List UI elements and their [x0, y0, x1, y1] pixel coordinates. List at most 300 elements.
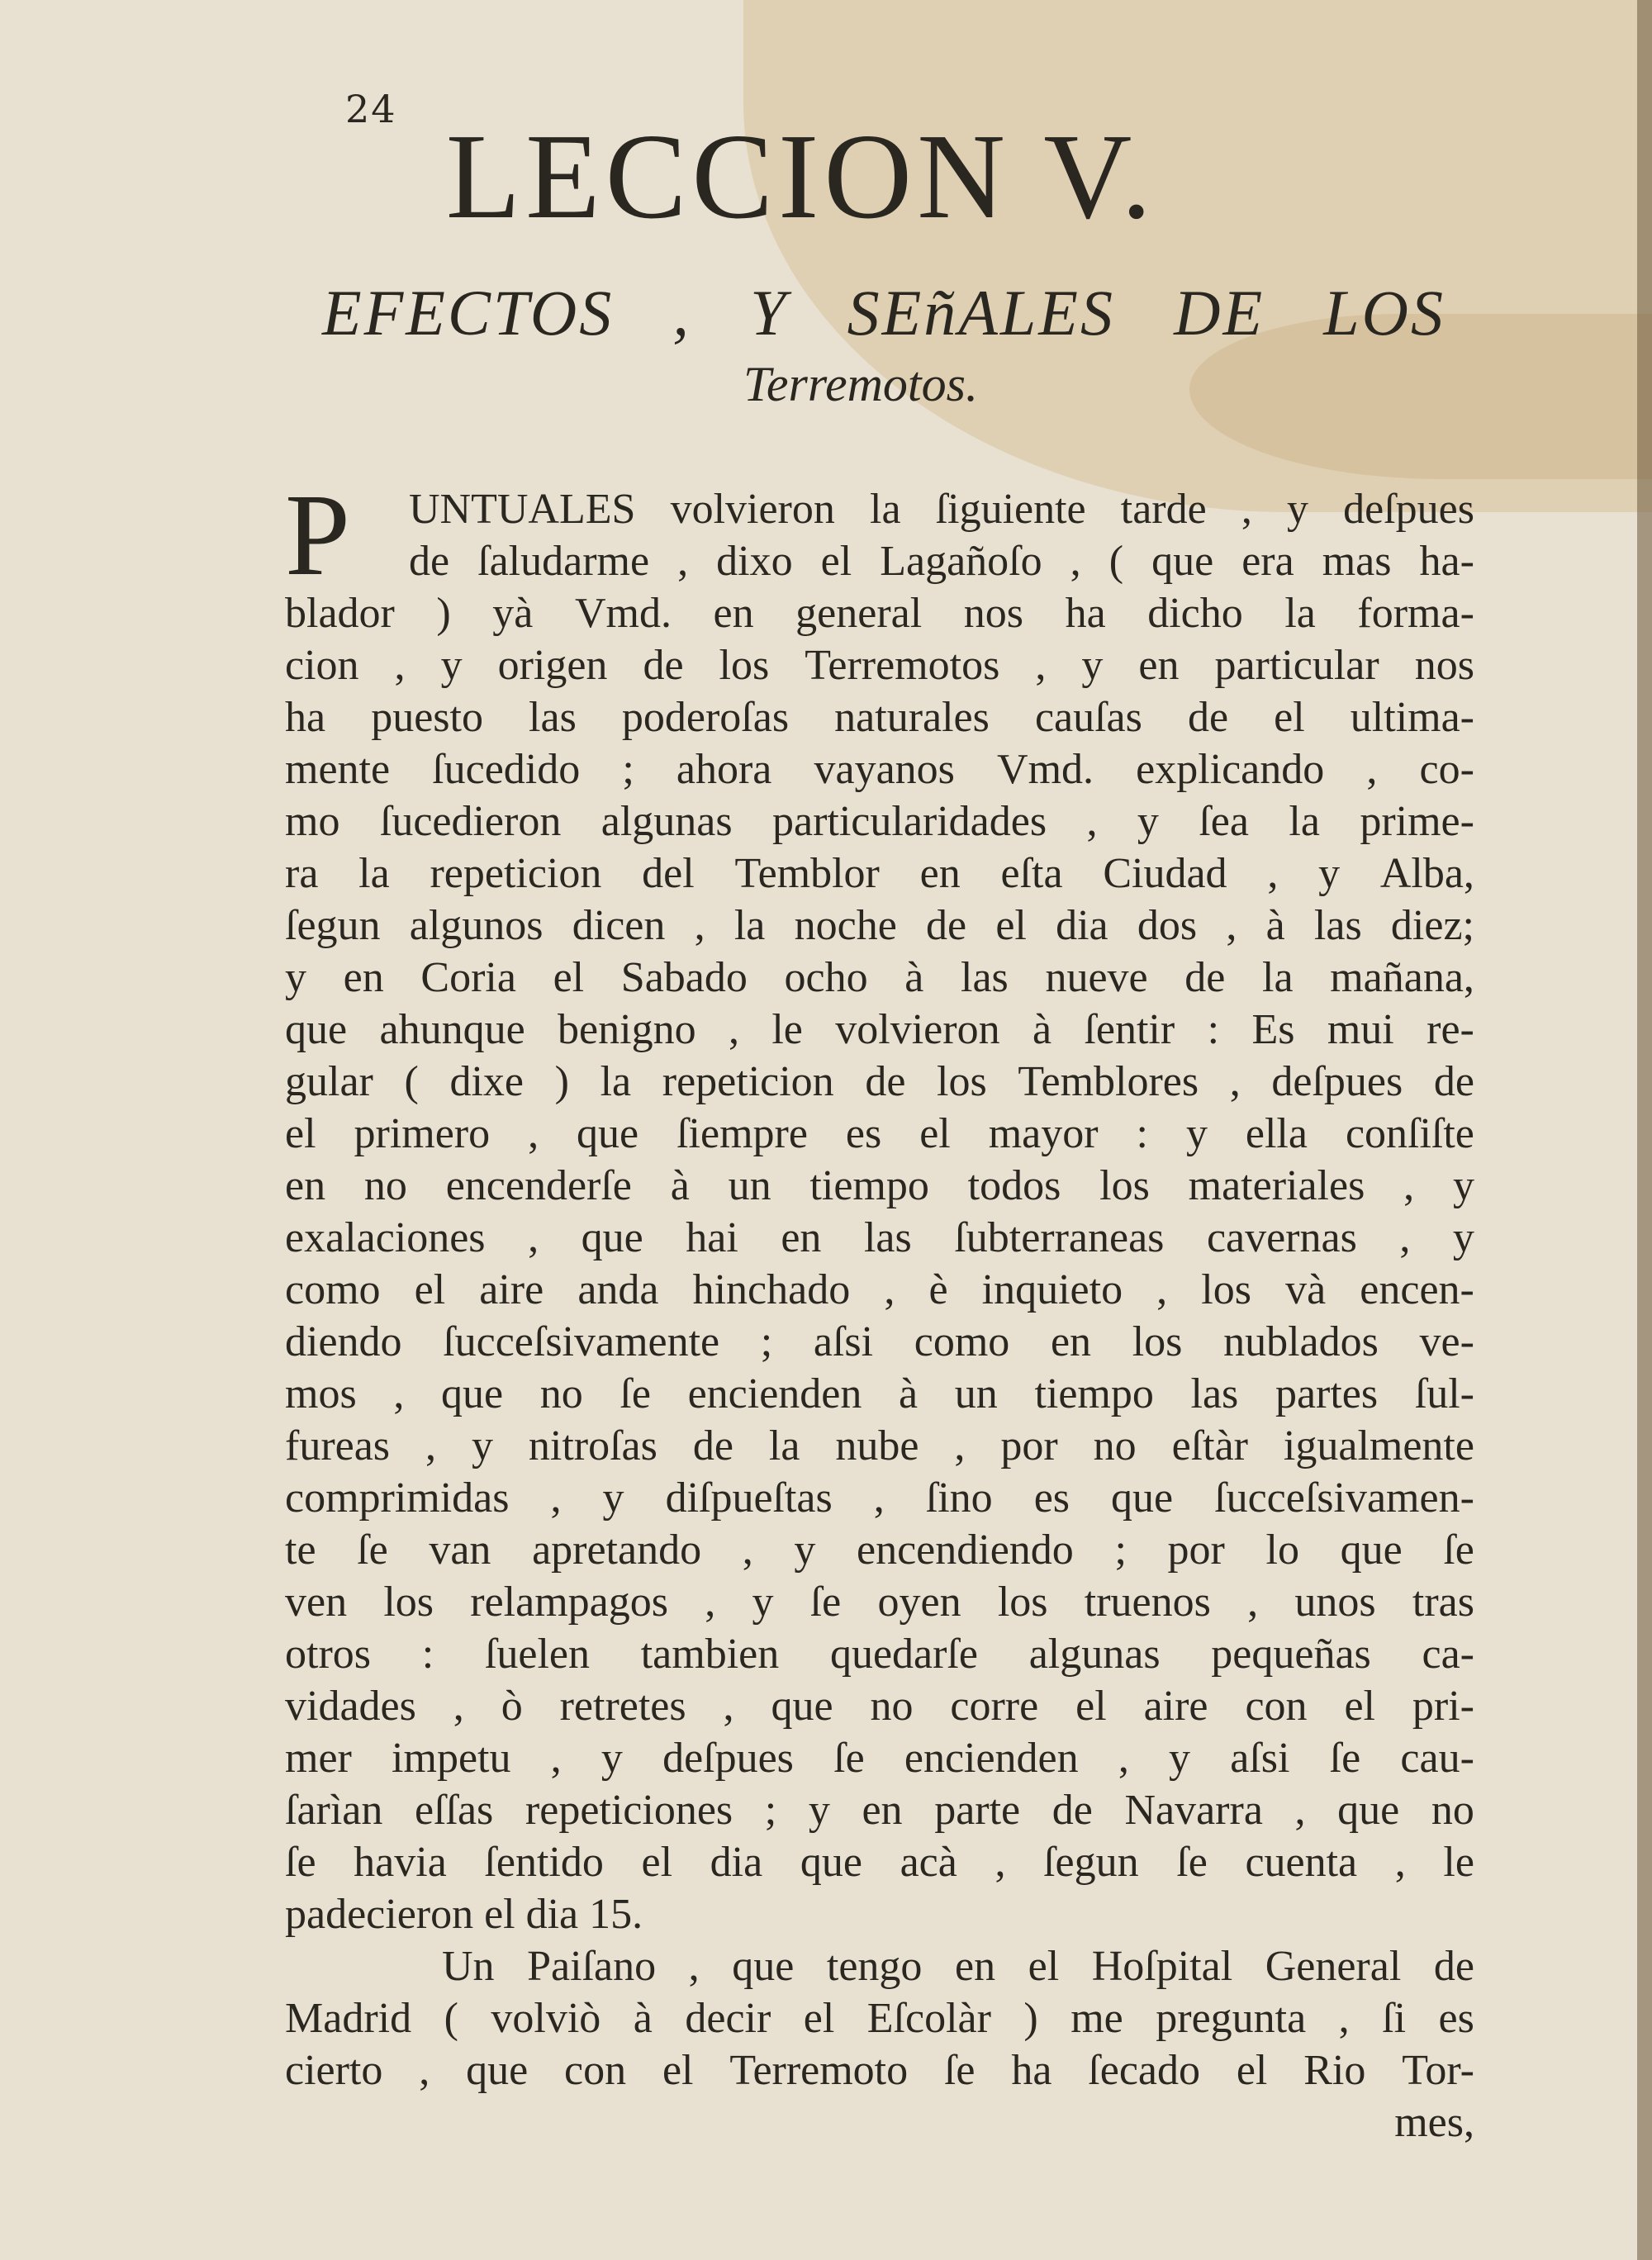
word: Sabado	[620, 954, 748, 1001]
word: partes	[1275, 1370, 1379, 1417]
word: acà	[900, 1839, 957, 1886]
word: diſpueſtas	[665, 1474, 833, 1522]
word: co-	[1419, 746, 1474, 793]
word: ſarìan	[285, 1787, 383, 1834]
word: no	[1431, 1787, 1474, 1834]
word: ſe	[1443, 1526, 1474, 1574]
word: que	[577, 1110, 639, 1157]
word: general	[795, 590, 923, 637]
word: ſi	[1382, 1995, 1407, 2042]
word: ,	[453, 1683, 464, 1730]
word: ,	[1267, 850, 1279, 897]
word: ſentir	[1084, 1006, 1175, 1053]
word: que	[1337, 1787, 1400, 1834]
word: la	[358, 850, 390, 897]
word: que	[732, 1943, 795, 1990]
word: y	[1169, 1735, 1191, 1782]
word: Vmd.	[574, 590, 672, 637]
word: de	[643, 642, 684, 689]
word: algunas	[601, 798, 733, 845]
word: repeticion	[662, 1058, 834, 1105]
word: ſino	[925, 1474, 993, 1522]
word: Terremotos	[805, 642, 1000, 689]
word: Alba,	[1379, 850, 1474, 897]
word: los	[1201, 1266, 1251, 1313]
word: hai	[686, 1214, 738, 1261]
word: ſiempre	[676, 1110, 808, 1157]
word: deſpues	[662, 1735, 794, 1782]
word: las	[961, 954, 1009, 1001]
word: è	[928, 1266, 948, 1313]
word: que	[466, 2047, 529, 2094]
word: en	[285, 1162, 326, 1209]
word: eſſas	[415, 1787, 494, 1834]
word: que	[800, 1839, 862, 1886]
word: que	[581, 1214, 643, 1261]
text-line	[285, 1212, 1474, 1264]
word: que	[285, 1006, 348, 1053]
word: y	[1137, 798, 1159, 845]
word: Temblor	[734, 850, 880, 897]
word: en	[1050, 1318, 1092, 1365]
catchword: mes,	[1394, 2099, 1474, 2146]
word: los	[997, 1579, 1048, 1626]
word: yà	[492, 590, 534, 637]
word: particularidades	[772, 798, 1047, 845]
text-line	[285, 1524, 1474, 1576]
word: dos	[1137, 902, 1198, 949]
word: vayanos	[814, 746, 955, 793]
word: y	[1318, 850, 1341, 897]
word: fureas	[285, 1422, 391, 1469]
word: ,	[1294, 1787, 1306, 1834]
subtitle-line-2: Terremotos.	[743, 357, 978, 411]
text-line	[285, 1628, 1474, 1680]
word: eſta	[1000, 850, 1063, 897]
word: van	[429, 1526, 491, 1574]
word: y	[794, 1526, 816, 1574]
word: ve-	[1419, 1318, 1474, 1365]
word: :	[421, 1631, 434, 1678]
word: tras	[1412, 1579, 1474, 1626]
word: ,	[1394, 1839, 1406, 1886]
word: Vmd.	[997, 746, 1094, 793]
word: encenderſe	[445, 1162, 632, 1209]
text-line	[285, 691, 1474, 743]
word: no	[539, 1370, 583, 1417]
word: gular	[285, 1058, 373, 1105]
word: Terremoto	[729, 2047, 909, 2094]
text-line	[285, 1316, 1474, 1368]
word: igualmente	[1283, 1422, 1474, 1469]
page-edge	[1637, 0, 1652, 2260]
word: cavernas	[1206, 1214, 1357, 1261]
word: ſecado	[1088, 2047, 1200, 2094]
word: ſiguiente	[935, 486, 1086, 533]
word: con	[1245, 1683, 1308, 1730]
body-text	[285, 469, 1474, 2148]
word: ſaludarme	[477, 538, 650, 585]
word: era	[1241, 538, 1294, 585]
word: la	[733, 902, 766, 949]
word: es	[845, 1110, 882, 1157]
word: ,	[394, 642, 406, 689]
word: dixo	[716, 538, 793, 585]
word: mas	[1322, 538, 1392, 585]
word: Eſcolàr	[866, 1995, 991, 2042]
word: repeticion	[430, 850, 602, 897]
word: cauſas	[1034, 694, 1142, 741]
word: nube	[835, 1422, 919, 1469]
word: la	[1284, 590, 1316, 637]
word: ven	[285, 1579, 348, 1626]
word: ſea	[1199, 798, 1249, 845]
word: naturales	[834, 694, 990, 741]
word: ſucceſsivamente	[443, 1318, 720, 1365]
word: Hoſpital	[1091, 1943, 1233, 1990]
word: por	[1000, 1422, 1058, 1469]
text-line	[285, 535, 1474, 587]
word: deſpues	[1271, 1058, 1403, 1105]
word: ca-	[1422, 1631, 1474, 1678]
word: volvieron	[835, 1006, 1000, 1053]
word: ,	[1403, 1162, 1415, 1209]
word: el	[1028, 1943, 1060, 1990]
text-line	[285, 795, 1474, 848]
word: ſuelen	[484, 1631, 590, 1678]
word: pregunta	[1156, 1995, 1307, 2042]
word: ,	[419, 2047, 430, 2094]
word: Rio	[1303, 2047, 1366, 2094]
word: y	[601, 1735, 623, 1782]
word: anda	[577, 1266, 659, 1313]
word: retretes	[559, 1683, 686, 1730]
word: diendo	[285, 1318, 402, 1365]
word: la	[1262, 954, 1294, 1001]
word: como	[285, 1266, 381, 1313]
word: ſe	[833, 1735, 865, 1782]
word: que	[1111, 1474, 1174, 1522]
word: noche	[794, 902, 897, 949]
word: de	[1051, 1787, 1093, 1834]
word: no	[870, 1683, 914, 1730]
word: ,	[1118, 1735, 1129, 1782]
page-number: 24	[345, 87, 397, 131]
word: de	[865, 1058, 906, 1105]
word: ſe	[357, 1526, 388, 1574]
word: havia	[354, 1839, 447, 1886]
word: que	[441, 1370, 504, 1417]
word: General	[1265, 1943, 1402, 1990]
word: mos	[285, 1370, 357, 1417]
word: en	[343, 954, 384, 1001]
word: aſsi	[1230, 1735, 1290, 1782]
word: )	[1023, 1995, 1038, 2042]
word: en	[862, 1787, 903, 1834]
word: tiempo	[809, 1162, 929, 1209]
word: explicando	[1136, 746, 1325, 793]
word: ſe	[1329, 1735, 1361, 1782]
word: blador	[285, 590, 395, 637]
drop-cap: P	[285, 469, 350, 600]
word: con	[564, 2047, 627, 2094]
text-line	[285, 848, 1474, 900]
word: volviò	[491, 1995, 601, 2042]
word: mo	[285, 798, 340, 845]
word: los	[1099, 1162, 1150, 1209]
text-line	[285, 743, 1474, 795]
word: de	[926, 902, 967, 949]
word: en	[781, 1214, 822, 1261]
word: impetu	[392, 1735, 511, 1782]
word: ;	[1114, 1526, 1127, 1574]
word: ;	[760, 1318, 773, 1365]
word: un	[728, 1162, 771, 1209]
text-line	[285, 1576, 1474, 1628]
word: ,	[677, 538, 689, 585]
word: ,	[688, 1943, 700, 1990]
word: )	[436, 590, 451, 637]
word: de	[1433, 1943, 1474, 1990]
word: ,	[995, 1839, 1006, 1886]
word: algunos	[409, 902, 544, 949]
word: ,	[873, 1474, 885, 1522]
word: Ciudad	[1103, 850, 1227, 897]
word: lo	[1265, 1526, 1299, 1574]
word: UNTUALES	[409, 486, 636, 533]
word: el	[1075, 1683, 1107, 1730]
word: en	[954, 1943, 996, 1990]
word: ,	[723, 1683, 734, 1730]
word: à	[1265, 902, 1285, 949]
word: que	[1340, 1526, 1403, 1574]
word: y	[1081, 642, 1104, 689]
text-line	[285, 1368, 1474, 1420]
word: ſucedido	[432, 746, 581, 793]
word: y	[808, 1787, 830, 1834]
lesson-title: LECCION V.	[445, 109, 1157, 245]
word: dia	[1056, 902, 1108, 949]
word: ,	[728, 1006, 739, 1053]
text-line	[285, 2044, 1474, 2096]
word: el	[995, 902, 1027, 949]
word: ;	[764, 1787, 777, 1834]
text-line: padecieron el dia 15.	[285, 1891, 643, 1938]
word: ,	[528, 1214, 539, 1261]
word: inquieto	[981, 1266, 1123, 1313]
subtitle-word: LOS	[1323, 277, 1446, 349]
word: tengo	[826, 1943, 923, 1990]
subtitle-word: Y	[750, 277, 789, 349]
word: ſe	[1176, 1839, 1208, 1886]
word: los	[383, 1579, 434, 1626]
word: à	[1032, 1006, 1052, 1053]
word: ſegun	[285, 902, 381, 949]
text-line	[285, 1940, 1474, 1992]
word: cuenta	[1245, 1839, 1358, 1886]
word: encienden	[687, 1370, 862, 1417]
word: ſe	[620, 1370, 651, 1417]
word: nos	[1414, 642, 1474, 689]
text-line	[285, 639, 1474, 691]
word: unos	[1294, 1579, 1376, 1626]
word: ella	[1245, 1110, 1308, 1157]
text-line	[285, 587, 1474, 639]
word: encen-	[1360, 1266, 1474, 1313]
subtitle-word: EFECTOS	[322, 277, 615, 349]
word: te	[285, 1526, 316, 1574]
word: puesto	[371, 694, 483, 741]
word: ha-	[1419, 538, 1474, 585]
word: en	[1138, 642, 1180, 689]
word: ſe	[809, 1579, 842, 1626]
word: es	[1033, 1474, 1070, 1522]
word: ha	[1011, 2047, 1052, 2094]
word: Temblores	[1018, 1058, 1199, 1105]
word: algunas	[1028, 1631, 1161, 1678]
word: ,	[393, 1370, 405, 1417]
word: los	[719, 642, 770, 689]
word: el	[414, 1266, 446, 1313]
word: Coria	[420, 954, 516, 1001]
subtitle-word: SEñALES	[847, 277, 1115, 349]
word: me	[1070, 1995, 1123, 2042]
word: todos	[967, 1162, 1061, 1209]
word: ,	[1156, 1266, 1168, 1313]
text-line	[285, 1732, 1474, 1784]
word: le	[771, 1006, 803, 1053]
word: y	[285, 954, 306, 1001]
word: ,	[550, 1474, 562, 1522]
word: la	[1289, 798, 1320, 845]
word: el	[553, 954, 585, 1001]
word: los	[1132, 1318, 1183, 1365]
word: otros	[285, 1631, 371, 1678]
word: como	[914, 1318, 1010, 1365]
word: decir	[685, 1995, 771, 2042]
word: que	[1151, 538, 1214, 585]
word: ſubterraneas	[954, 1214, 1165, 1261]
word: apretando	[532, 1526, 702, 1574]
word: ,	[742, 1526, 753, 1574]
word: ,	[705, 1579, 716, 1626]
word: ,	[1338, 1995, 1350, 2042]
word: en	[713, 590, 754, 637]
word: y	[1452, 1162, 1474, 1209]
word: Lagañoſo	[880, 538, 1042, 585]
word: y	[1452, 1214, 1474, 1261]
word: ,	[1070, 538, 1081, 585]
word: el	[285, 1110, 316, 1157]
word: (	[1108, 538, 1124, 585]
word: ultima-	[1350, 694, 1474, 741]
word: el	[803, 1995, 835, 2042]
word: dixe	[449, 1058, 524, 1105]
word: ,	[1229, 1058, 1241, 1105]
word: prime-	[1360, 798, 1474, 845]
word: aire	[479, 1266, 544, 1313]
word: à	[899, 1370, 919, 1417]
word: las	[1313, 902, 1362, 949]
word: comprimidas	[285, 1474, 510, 1522]
word: diez;	[1390, 902, 1474, 949]
text-line	[285, 1420, 1474, 1472]
word: el	[641, 1839, 673, 1886]
word: de	[692, 1422, 733, 1469]
word: ocho	[784, 954, 868, 1001]
word: materiales	[1188, 1162, 1365, 1209]
word: ;	[622, 746, 634, 793]
word: ſucceſsivamen-	[1214, 1474, 1474, 1522]
word: ahunque	[379, 1006, 525, 1053]
word: forma-	[1357, 590, 1474, 637]
word: à	[633, 1995, 653, 2042]
word: y	[440, 642, 463, 689]
word: deſpues	[1343, 486, 1474, 533]
word: de	[1184, 954, 1226, 1001]
word: conſiſte	[1345, 1110, 1474, 1157]
word: dia	[710, 1839, 763, 1886]
word: vidades	[285, 1683, 416, 1730]
word: y	[1185, 1110, 1208, 1157]
subtitle	[322, 277, 1446, 349]
word: las	[529, 694, 577, 741]
word: volvieron	[670, 486, 835, 533]
word: aſsi	[813, 1318, 874, 1365]
word: Paiſano	[527, 1943, 657, 1990]
word: primero	[354, 1110, 491, 1157]
word: ſe	[943, 2047, 976, 2094]
word: tarde	[1120, 486, 1207, 533]
word: de	[409, 538, 450, 585]
word: nublados	[1223, 1318, 1379, 1365]
text-line	[285, 1836, 1474, 1888]
word: ha	[285, 694, 326, 741]
word: los	[937, 1058, 987, 1105]
word: el	[919, 1110, 951, 1157]
word: ſe	[285, 1839, 316, 1886]
word: eſtàr	[1171, 1422, 1248, 1469]
word: ,	[1247, 1579, 1259, 1626]
text-line	[285, 952, 1474, 1004]
text-line	[285, 1264, 1474, 1316]
word: )	[554, 1058, 569, 1105]
word: ,	[694, 902, 705, 949]
word: el	[1274, 694, 1305, 741]
word: no	[363, 1162, 407, 1209]
word: ,	[1241, 486, 1252, 533]
word: aire	[1143, 1683, 1208, 1730]
word: ahora	[676, 746, 772, 793]
word: encienden	[904, 1735, 1079, 1782]
word: ,	[1226, 902, 1237, 949]
word: de	[1433, 1058, 1474, 1105]
word: nos	[963, 590, 1023, 637]
word: que	[771, 1683, 833, 1730]
word: ſul-	[1414, 1370, 1474, 1417]
word: truenos	[1084, 1579, 1211, 1626]
line-text	[409, 483, 1474, 535]
word: un	[954, 1370, 998, 1417]
word: ,	[528, 1110, 539, 1157]
text-line	[285, 1160, 1474, 1212]
word: ſegun	[1043, 1839, 1139, 1886]
word: cierto	[285, 2047, 383, 2094]
word: la	[768, 1422, 800, 1469]
word: pri-	[1412, 1683, 1474, 1730]
word: la	[870, 486, 901, 533]
word: mer	[285, 1735, 352, 1782]
